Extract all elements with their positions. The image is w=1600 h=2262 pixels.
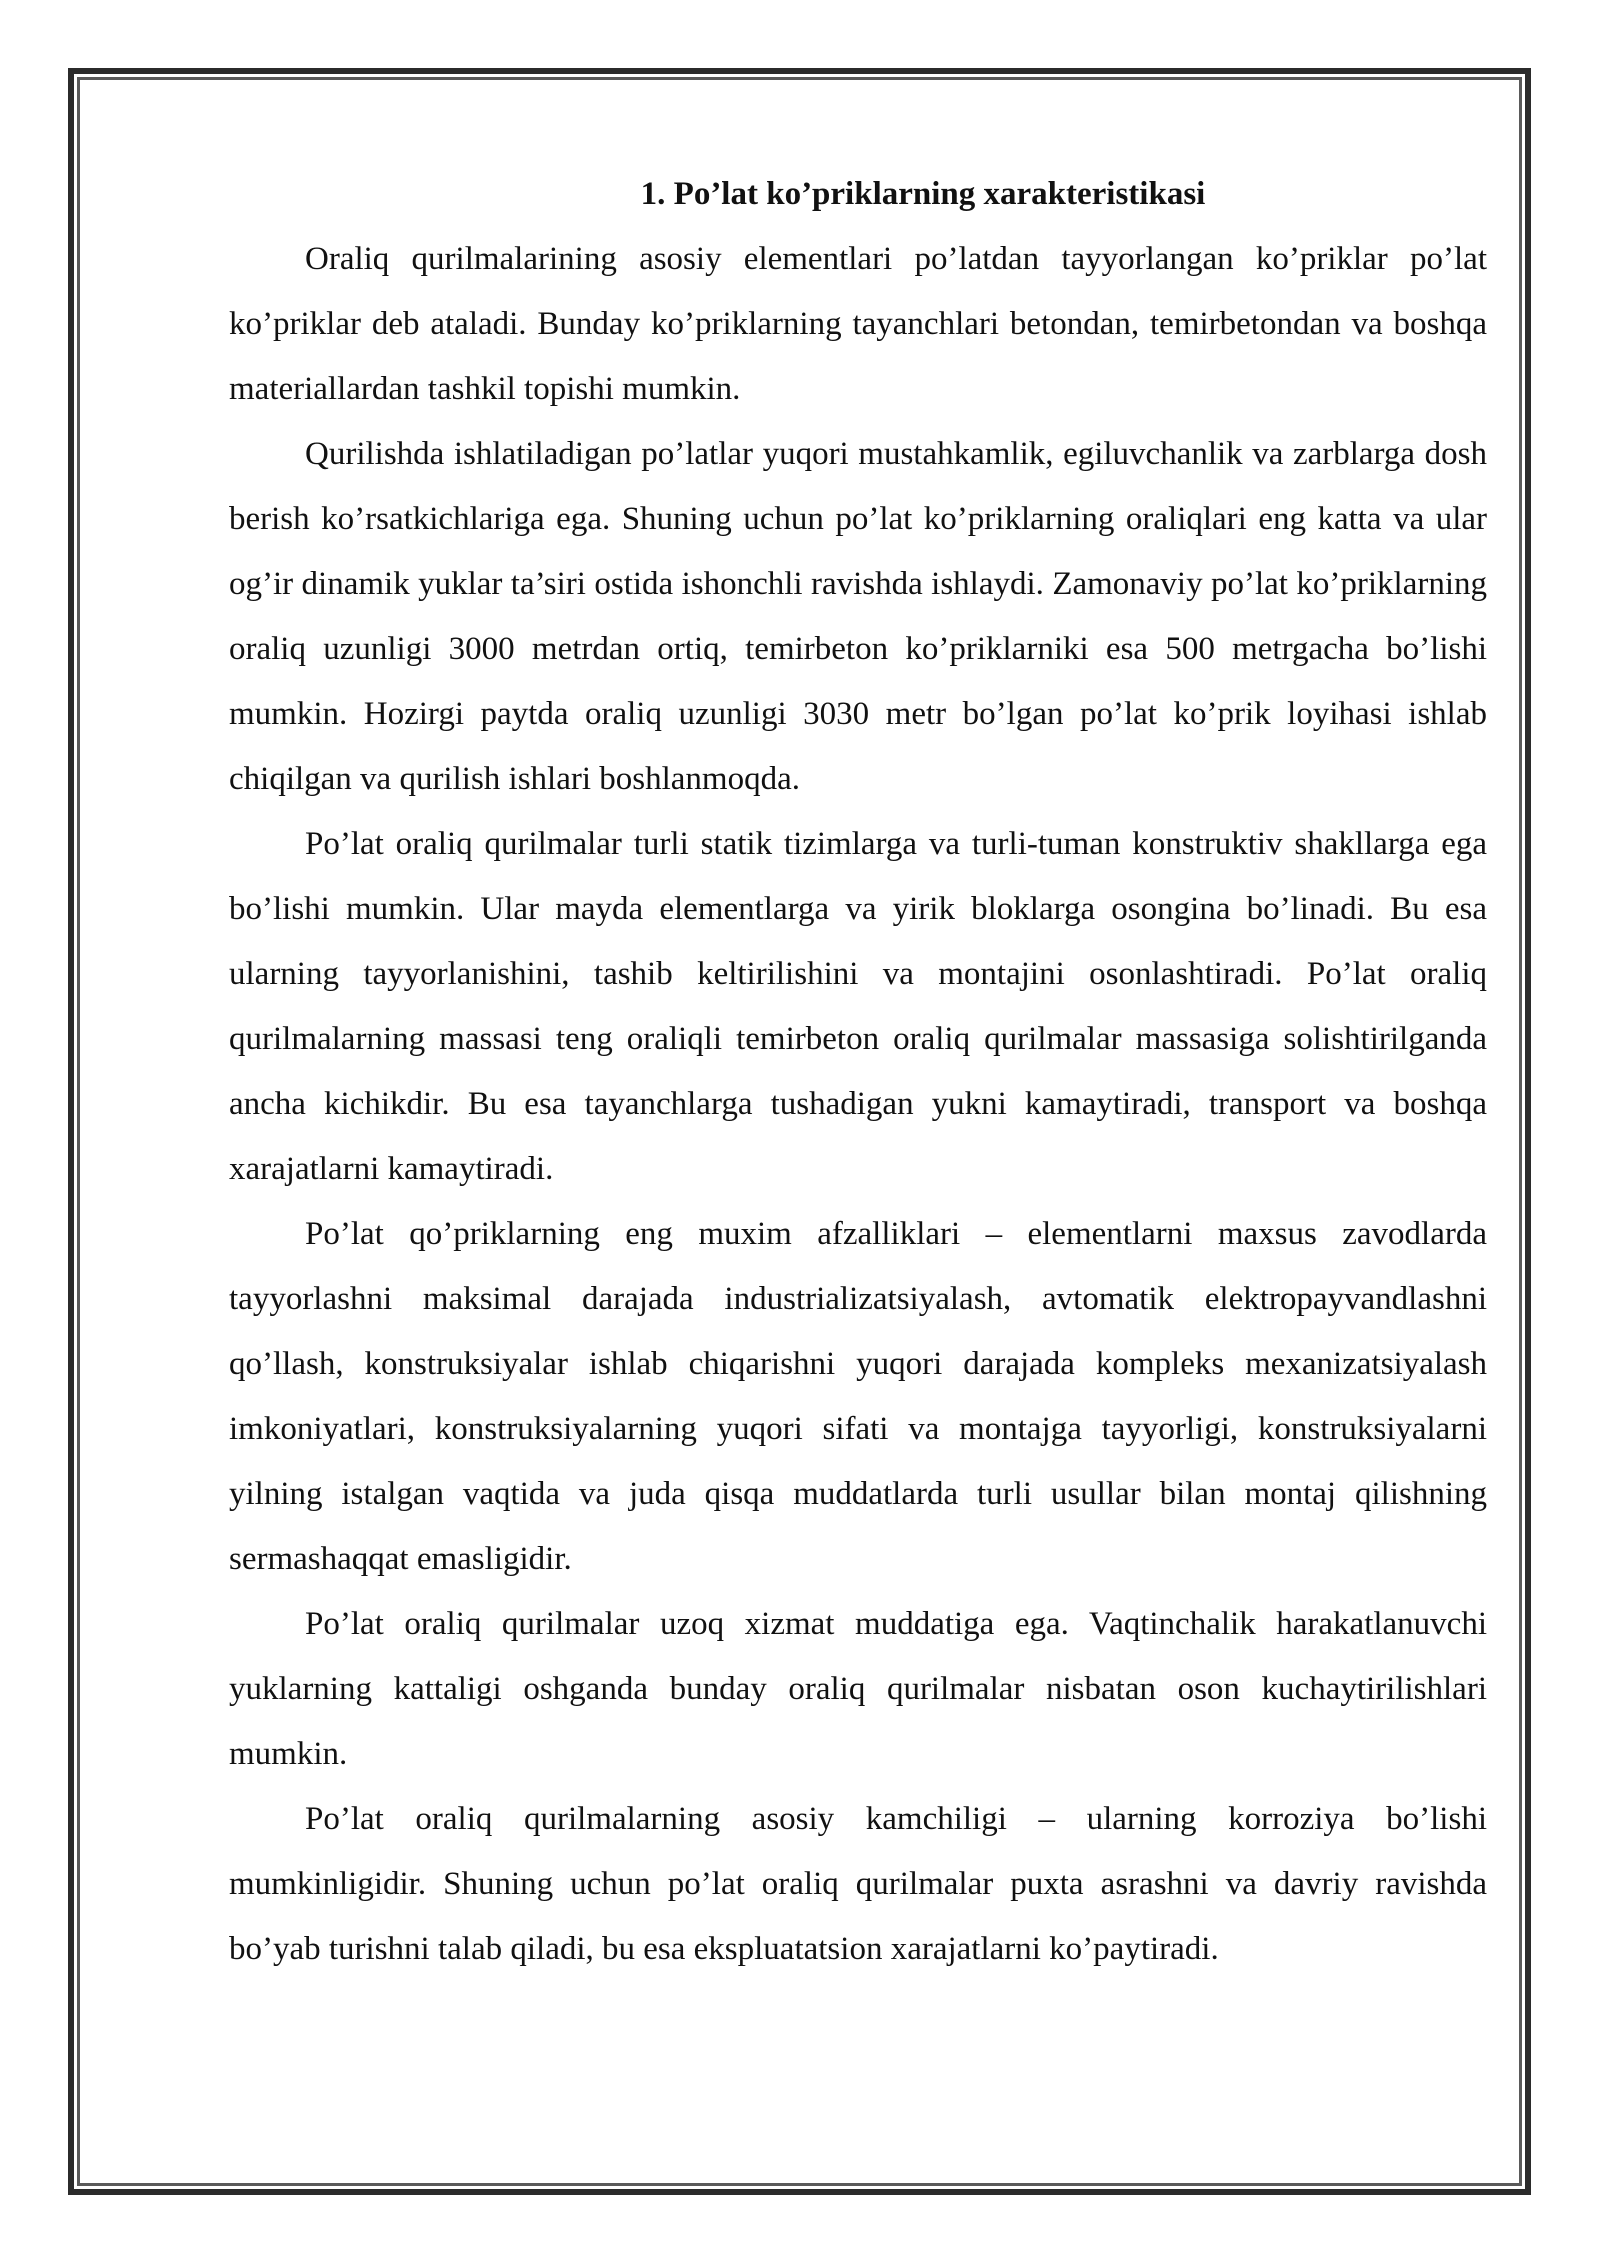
paragraph: Po’lat oraliq qurilmalarning asosiy kamchiligi – ularning korroziya bo’lishi mumkinligidir. Shuning uchun po’lat oraliq qurilmalar puxta asrashni va davriy ravishda bo’yab turishni talab qiladi, bu esa ekspluatatsion xarajatlarni ko’paytiradi.	[229, 1801, 1487, 1967]
document-body	[229, 162, 1487, 1982]
paragraph: Oraliq qurilmalarining asosiy elementlari po’latdan tayyorlangan ko’priklar po’lat ko’priklar deb ataladi. Bunday ko’priklarning tayanchlari betondan, temirbetondan va boshqa materiallardan tashkil topishi mumkin.	[229, 241, 1487, 407]
paragraph: Qurilishda ishlatiladigan po’latlar yuqori mustahkamlik, egiluvchanlik va zarblarga dosh berish ko’rsatkichlariga ega. Shuning uchun po’lat ko’priklarning oraliqlari eng katta va ular og’ir dinamik yuklar ta’siri ostida ishonchli ravishda ishlaydi. Zamonaviy po’lat ko’priklarning oraliq uzunligi 3000 metrdan ortiq, temirbeton ko’priklarniki esa 500 metrgacha bo’lishi mumkin. Hozirgi paytda oraliq uzunligi 3030 metr bo’lgan po’lat ko’prik loyihasi ishlab chiqilgan va qurilish ishlari boshlanmoqda.	[229, 436, 1487, 797]
paragraph: Po’lat qo’priklarning eng muxim afzalliklari – elementlarni maxsus zavodlarda tayyorlashni maksimal darajada industrializatsiyalash, avtomatik elektropayvandlashni qo’llash, konstruksiyalar ishlab chiqarishni yuqori darajada kompleks mexanizatsiyalash imkoniyatlari, konstruksiyalarning yuqori sifati va montajga tayyorligi, konstruksiyalarni yilning istalgan vaqtida va juda qisqa muddatlarda turli usullar bilan montaj qilishning sermashaqqat emasligidir.	[229, 1216, 1487, 1577]
paragraph: Po’lat oraliq qurilmalar uzoq xizmat muddatiga ega. Vaqtinchalik harakatlanuvchi yuklarning kattaligi oshganda bunday oraliq qurilmalar nisbatan oson kuchaytirilishlari mumkin.	[229, 1606, 1487, 1772]
section-title: 1. Po’lat ko’priklarning xarakteristikasi	[640, 176, 1206, 212]
paragraph: Po’lat oraliq qurilmalar turli statik tizimlarga va turli-tuman konstruktiv shakllarga ega bo’lishi mumkin. Ular mayda elementlarga va yirik bloklarga osongina bo’linadi. Bu esa ularning tayyorlanishini, tashib keltirilishini va montajini osonlashtiradi. Po’lat oraliq qurilmalarning massasi teng oraliqli temirbeton oraliq qurilmalar massasiga solishtirilganda ancha kichikdir. Bu esa tayanchlarga tushadigan yukni kamaytiradi, transport va boshqa xarajatlarni kamaytiradi.	[229, 826, 1487, 1187]
